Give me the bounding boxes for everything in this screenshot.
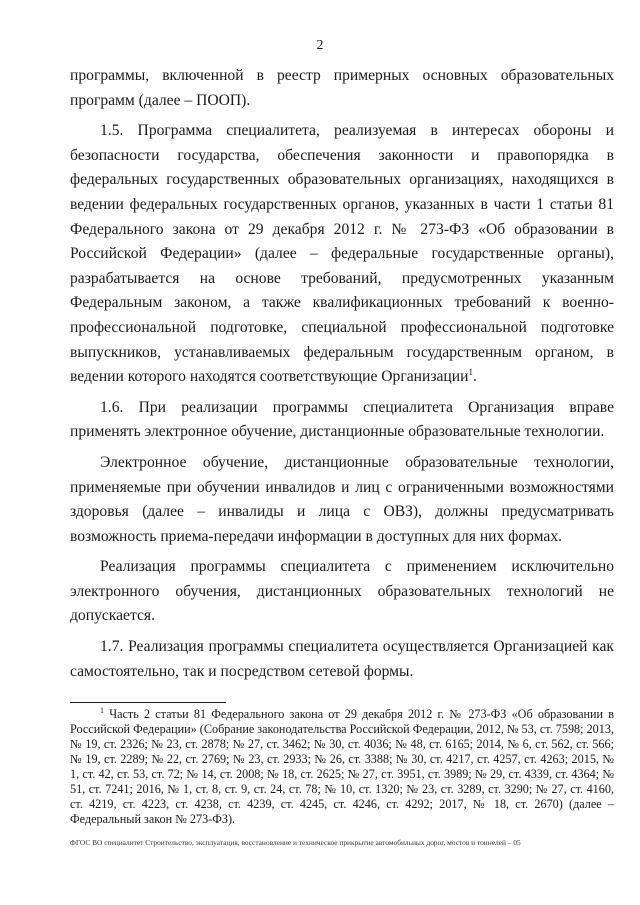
page-number: 2 bbox=[316, 38, 324, 53]
paragraph-continuation: программы, включенной в реестр примерных основных образовательных программ (далее – ПООП). bbox=[70, 67, 614, 109]
footnote-divider bbox=[70, 702, 226, 703]
footnote-text: Часть 2 статьи 81 Федерального закона от 29 декабря 2012 г. № 273-ФЗ «Об образовании в Российской Федерации» (Собрание законодательства Российской Федерации, 2012, № 53, ст. 7598; 2013, № 19, ст. 2326; № 23, ст. 2878; № 27, ст. 3462; № 30, ст. 4036; № 48, ст. 6165; 2014, № 6, ст. 562, ст. 566; № 19, ст. 2289; № 22, ст. 2769; № 23, ст. 2933; № 26, ст. 3388; № 30, ст. 4217, ст. 4257, ст. 4263; 2015, № 1, ст. 42, ст. 53, ст. 72; № 14, ст. 2008; № 18, ст. 2625; № 27, ст. 3951, ст. 3989; № 29, ст. 4339, ст. 4364; № 51, ст. 7241; 2016, № 1, ст. 8, ст. 9, ст. 24, ст. 78; № 10, ст. 1320; № 23, ст. 3289, ст. 3290; № 27, ст. 4160, ст. 4219, ст. 4223, ст. 4238, ст. 4239, ст. 4245, ст. 4246, ст. 4292; 2017, № 18, ст. 2670) (далее – Федеральный закон № 273-ФЗ). bbox=[70, 707, 614, 826]
paragraph-restriction: Реализация программы специалитета с применением исключительно электронного обучения, дистанционных образовательных технологий не допускается. bbox=[70, 558, 614, 625]
paragraph-1-6: 1.6. При реализации программы специалитета Организация вправе применять электронное обучение, дистанционные образовательные технологии. bbox=[70, 398, 614, 441]
page-footer: ФГОС ВО специалитет Строительство, эксплуатация, восстановление и техническое прикрытие автомобильных дорог, мостов и тоннелей – 05 bbox=[70, 838, 521, 847]
paragraph-e-learning: Электронное обучение, дистанционные образовательные технологии, применяемые при обучении инвалидов и лиц с ограниченными возможностями здоровья (далее – инвалиды и лица с ОВЗ), должны предусматривать возможность приема-передачи информации в доступных для них формах. bbox=[70, 453, 614, 545]
paragraph-1-5-text: 1.5. Программа специалитета, реализуемая в интересах обороны и безопасности государства, обеспечения законности и правопорядка в федеральных государственных образовательных организациях, находящихся в ведении федеральных государственных органов, указанных в части 1 статьи 81 Федерального закона от 29 декабря 2012 г. № 273-ФЗ «Об образовании в Российской Федерации» (далее – федеральные государственные органы), разрабатывается на основе требований, предусмотренных указанным Федеральным законом, а также квалификационных требований к военно-профессиональной подготовке, специальной профессиональной подготовке выпускников, устанавливаемых федеральным государственным органом, в ведении которого находятся соответствующие Организации bbox=[70, 122, 614, 386]
paragraph-1-5 bbox=[70, 119, 614, 390]
body-text bbox=[70, 64, 614, 690]
paragraph-1-7: 1.7. Реализация программы специалитета осуществляется Организацией как самостоятельно, так и посредством сетевой формы. bbox=[70, 638, 614, 680]
footnote-marker: 1 bbox=[100, 705, 104, 715]
paragraph-1-5-end: . bbox=[472, 368, 477, 386]
footnote-reference[interactable]: 1 bbox=[468, 366, 473, 377]
footnote bbox=[70, 707, 614, 827]
